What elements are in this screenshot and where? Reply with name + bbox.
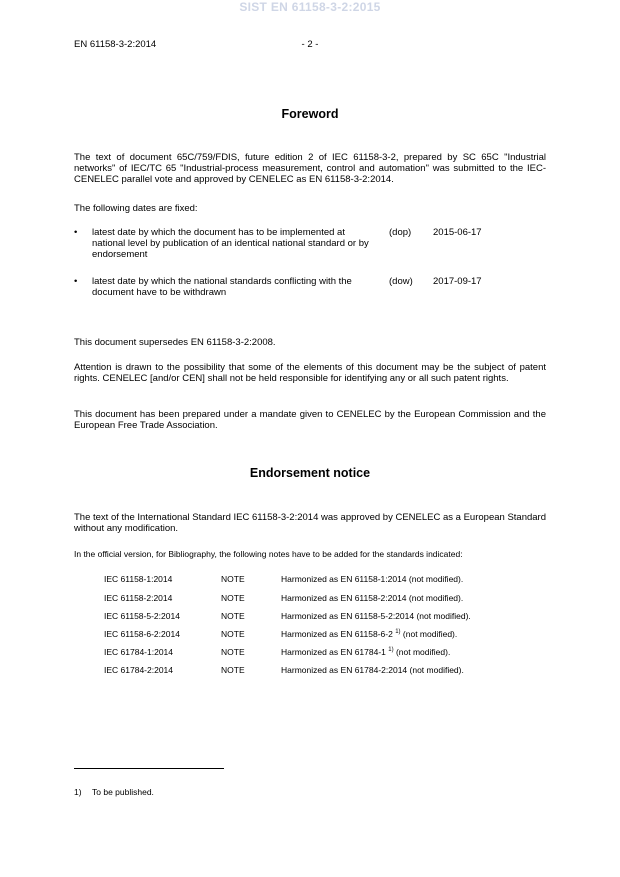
patent-text: Attention is drawn to the possibility that some of the elements of this document may be the subject of patent rights. CENELEC [and/or CEN] shall not be held responsible for identifying any or all such patent rights. xyxy=(74,362,546,385)
note-cell: NOTE xyxy=(221,665,245,675)
std-cell: IEC 61158-5-2:2014 xyxy=(104,611,180,621)
endorsement-title: Endorsement notice xyxy=(249,466,371,480)
harmonized-tail: (not modified). xyxy=(393,647,451,657)
harmonized-tail: (not modified). xyxy=(400,629,458,639)
harmonized-cell xyxy=(281,611,471,621)
foreword-intro: The text of document 65C/759/FDIS, future edition 2 of IEC 61158-3-2, prepared by SC 65C "Industrial networks" of IEC/TC 65 "Industrial-process measurement, control and automation" was submitted to the IEC-CENELEC parallel vote and approved by CENELEC as EN 61158-3-2:2014. xyxy=(74,152,546,186)
note-cell: NOTE xyxy=(221,593,245,603)
footnote-ref: 1) xyxy=(388,647,394,653)
endorsement-text: The text of the International Standard IEC 61158-3-2:2014 was approved by CENELEC as a European Standard without any modification. xyxy=(74,512,546,535)
bullet-abbr: (dow) xyxy=(389,276,413,287)
foreword-title: Foreword xyxy=(281,107,339,121)
harmonized-text: Harmonized as EN 61784-2:2014 (not modified). xyxy=(281,665,464,675)
bullet-marker: • xyxy=(74,227,78,238)
dates-intro: The following dates are fixed: xyxy=(74,203,198,214)
notes-intro: In the official version, for Bibliography, the following notes have to be added for the standards indicated: xyxy=(74,549,463,559)
note-cell: NOTE xyxy=(221,574,245,584)
footnote-text: To be published. xyxy=(92,787,154,797)
harmonized-cell xyxy=(281,593,463,603)
harmonized-text: Harmonized as EN 61784-1 xyxy=(281,647,386,657)
harmonized-cell xyxy=(281,647,450,657)
std-cell: IEC 61784-2:2014 xyxy=(104,665,173,675)
std-cell: IEC 61158-2:2014 xyxy=(104,593,173,603)
harmonized-text: Harmonized as EN 61158-6-2 xyxy=(281,629,393,639)
note-cell: NOTE xyxy=(221,647,245,657)
bullet-marker: • xyxy=(74,276,78,287)
bullet-date: 2017-09-17 xyxy=(433,276,482,287)
note-cell: NOTE xyxy=(221,629,245,639)
harmonized-cell xyxy=(281,665,464,675)
watermark: SIST EN 61158-3-2:2015 xyxy=(239,0,381,14)
footnote-ref: 1) xyxy=(395,629,401,635)
bullet-text: latest date by which the national standards conflicting with the document have to be withdrawn xyxy=(92,276,352,299)
footnote-number: 1) xyxy=(74,787,82,797)
header-page-number: - 2 - xyxy=(301,39,319,50)
footnote xyxy=(74,787,154,797)
harmonized-text: Harmonized as EN 61158-5-2:2014 (not modified). xyxy=(281,611,471,621)
supersedes-text: This document supersedes EN 61158-3-2:2008. xyxy=(74,337,276,348)
bullet-text: latest date by which the document has to be implemented at national level by publication of an identical national standard or by endorsement xyxy=(92,227,369,261)
footnote-separator xyxy=(74,768,224,769)
header-doc-id: EN 61158-3-2:2014 xyxy=(74,39,157,50)
bullet-date: 2015-06-17 xyxy=(433,227,482,238)
bullet-abbr: (dop) xyxy=(389,227,412,238)
note-cell: NOTE xyxy=(221,611,245,621)
harmonized-text: Harmonized as EN 61158-2:2014 (not modified). xyxy=(281,593,464,603)
mandate-text: This document has been prepared under a mandate given to CENELEC by the European Commission and the European Free Trade Association. xyxy=(74,409,546,432)
std-cell: IEC 61784-1:2014 xyxy=(104,647,173,657)
std-cell: IEC 61158-6-2:2014 xyxy=(104,629,180,639)
std-cell: IEC 61158-1:2014 xyxy=(104,574,173,584)
harmonized-cell xyxy=(281,629,457,639)
harmonized-cell xyxy=(281,574,463,584)
harmonized-text: Harmonized as EN 61158-1:2014 (not modified). xyxy=(281,574,464,584)
